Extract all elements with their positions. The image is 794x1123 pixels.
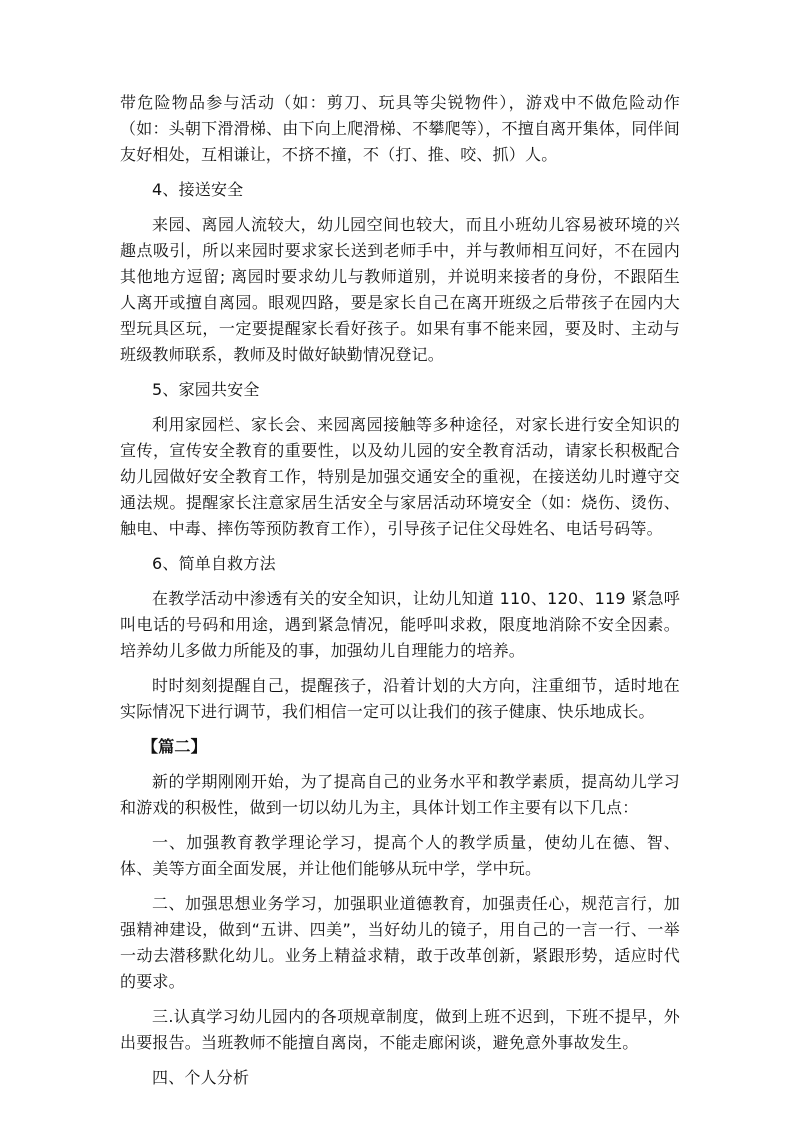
paragraph-self-rescue: 在教学活动中渗透有关的安全知识，让幼儿知道 110、120、119 紧急呼叫电话的号码和用途，遇到紧急情况，能呼叫求救，限度地消除不安全因素。培养幼儿多做力所能及的事，加强幼儿自理能力的培养。 bbox=[120, 589, 680, 660]
heading-self-rescue: 6、简单自救方法 bbox=[152, 554, 276, 573]
heading-pickup-safety: 4、接送安全 bbox=[152, 180, 244, 199]
paragraph-intro-part-two: 新的学期刚刚开始，为了提高自己的业务水平和教学素质，提高幼儿学习和游戏的积极性，做到一切以幼儿为主，具体计划工作主要有以下几点： bbox=[120, 772, 680, 817]
paragraph-point-one: 一、加强教育教学理论学习，提高个人的教学质量，使幼儿在德、智、体、美等方面全面发展，并让他们能够从玩中学，学中玩。 bbox=[120, 833, 680, 878]
paragraph-home-school-safety: 利用家园栏、家长会、来园离园接触等多种途径，对家长进行安全知识的宣传，宣传安全教育的重要性，以及幼儿园的安全教育活动，请家长积极配合幼儿园做好安全教育工作，特别是加强交通安全的重视，在接送幼儿时遵守交通法规。提醒家长注意家居生活安全与家居活动环境安全（如：烧伤、烫伤、触电、中毒、摔伤等预防教育工作），引导孩子记住父母姓名、电话号码等。 bbox=[120, 415, 680, 538]
heading-home-school-safety: 5、家园共安全 bbox=[152, 380, 260, 399]
heading-personal-analysis: 四、个人分析 bbox=[152, 1068, 250, 1087]
document-page bbox=[120, 90, 680, 1100]
paragraph-point-three: 三.认真学习幼儿园内的各项规章制度，做到上班不迟到，下班不提早，外出要报告。当班教师不能擅自离岗，不能走廊闲谈，避免意外事故发生。 bbox=[120, 1007, 680, 1052]
paragraph-pickup-safety: 来园、离园人流较大，幼儿园空间也较大，而且小班幼儿容易被环境的兴趣点吸引，所以来园时要求家长送到老师手中，并与教师相互问好，不在园内其他地方逗留; 离园时要求幼儿与教师道别，并说明来接者的身份，不跟陌生人离开或擅自离园。眼观四路，要是家长自己在离开班级之后带孩子在园内大型玩具区玩，一定要提醒家长看好孩子。如果有事不能来园，要及时、主动与班级教师联系，教师及时做好缺勤情况登记。 bbox=[120, 215, 680, 364]
paragraph-point-two: 二、加强思想业务学习，加强职业道德教育，加强责任心，规范言行，加强精神建设，做到“五讲、四美”，当好幼儿的镜子，用自己的一言一行、一举一动去潜移默化幼儿。业务上精益求精，敢于改革创新，紧跟形势，适应时代的要求。 bbox=[120, 894, 680, 991]
section-title-part-two: 【篇二】 bbox=[142, 737, 207, 756]
paragraph-conclusion: 时时刻刻提醒自己，提醒孩子，沿着计划的大方向，注重细节，适时地在实际情况下进行调节，我们相信一定可以让我们的孩子健康、快乐地成长。 bbox=[120, 676, 680, 721]
paragraph-safety-rules: 带危险物品参与活动（如：剪刀、玩具等尖锐物件），游戏中不做危险动作（如：头朝下滑滑梯、由下向上爬滑梯、不攀爬等），不擅自离开集体，同伴间友好相处，互相谦让，不挤不撞，不（打、推、咬、抓）人。 bbox=[120, 93, 680, 164]
